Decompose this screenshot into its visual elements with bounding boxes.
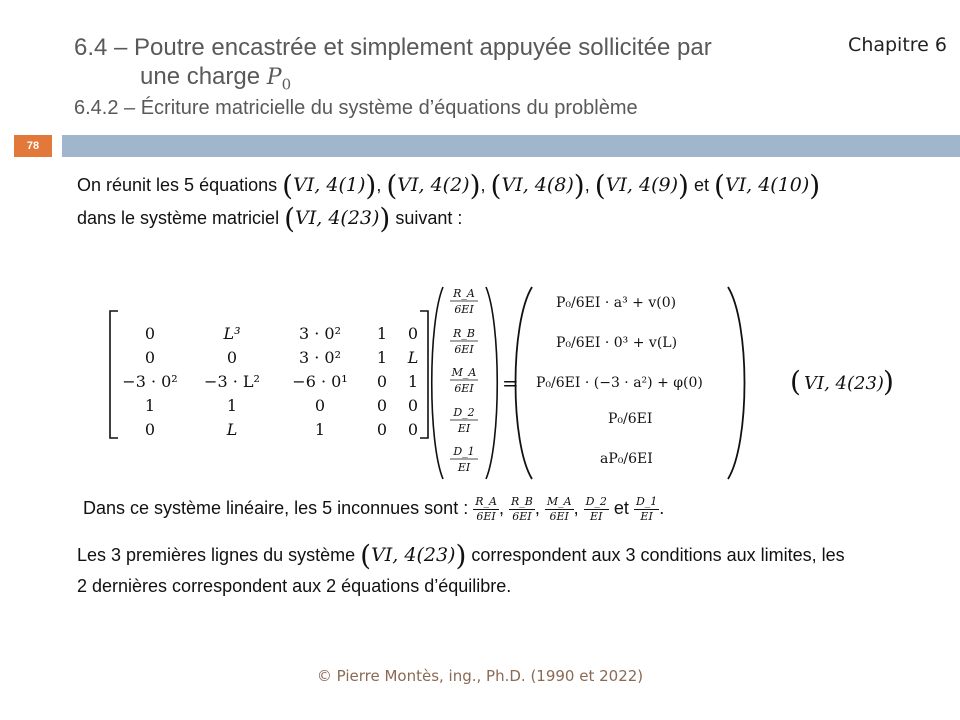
paren-open: ( [282,169,294,202]
coefficient-matrix [122,324,418,439]
fraction-numerator: D_2 [585,494,607,508]
paren-close: ) [365,169,377,202]
and-word: et [688,175,714,195]
matrix-cell: −3 · 0² [122,372,178,391]
rhs-vector [536,295,703,467]
unknown-fraction [634,495,659,524]
unknown-fraction [509,495,535,524]
unknown-numerator: R_A [453,287,475,300]
matrix-cell: 0 [407,396,419,415]
matrix-cell: 1 [226,396,238,415]
paren-close: ) [573,169,585,202]
vector-left-paren [432,287,443,479]
matrix-equation [100,283,920,483]
intro-text-1: On réunit les 5 équations [77,175,283,195]
unknown-numerator: D_1 [453,445,475,458]
matrix-cell: 0 [376,420,388,439]
page-number: 78 [14,135,52,157]
conclusion-text-1: Les 3 premières lignes du système [77,545,361,565]
matrix-cell: 3 · 0² [298,324,342,343]
unknown-numerator: M_A [451,366,477,379]
intro-text-3: suivant : [390,208,463,228]
copyright-footer: © Pierre Montès, ing., Ph.D. (1990 et 2022) [316,667,644,685]
matrix-cell: 1 [376,348,388,367]
matrix-cell: −3 · L² [204,372,260,391]
fraction-numerator: D_1 [635,494,658,508]
rhs-entry: P₀/6EI [608,411,653,427]
separator: , [584,175,595,195]
equation-ref-2: VI, 4(2) [397,174,470,196]
fraction-denominator: EI [640,509,653,523]
equation-ref-5: VI, 4(10) [724,174,810,196]
matrix-cell: 0 [376,372,388,391]
matrix-ref: VI, 4(23) [295,207,380,229]
slide-title [74,33,712,99]
rhs-entry: aP₀/6EI [600,451,653,467]
unknown-denominator: EI [457,422,471,435]
title-symbol-letter: P [266,65,282,90]
matrix-cell: −6 · 0¹ [292,372,348,391]
matrix-cell: 1 [407,372,419,391]
unknown-numerator: D_2 [453,406,475,419]
equation-ref-4: VI, 4(9) [605,174,678,196]
period: . [659,498,665,518]
unknown-denominator: EI [457,461,471,474]
matrix-cell: 0 [407,420,419,439]
matrix-cell: 0 [144,324,156,343]
rhs-entry: P₀/6EI · a³ + v(0) [556,295,677,311]
fraction-numerator: R_A [475,494,497,508]
fraction-denominator: 6EI [549,509,569,523]
vector-right-paren [486,287,497,479]
intro-text-2: dans le système matriciel [77,208,285,228]
separator: , [480,175,491,195]
matrix-cell: L [226,420,238,439]
title-symbol-sub: 0 [281,75,292,94]
matrix-cell: 1 [144,396,156,415]
fraction-denominator: EI [590,509,603,523]
intro-line-1 [77,171,820,200]
unknown-fraction [473,495,499,524]
fraction-numerator: M_A [546,494,572,508]
unknown-fraction [545,495,574,524]
paren-close: ) [469,169,481,202]
paren-close: ) [678,169,689,202]
unknown-fraction [584,495,609,524]
matrix-cell: L³ [223,324,241,343]
matrix-cell: 3 · 0² [298,348,342,367]
equals-sign: = [502,371,519,395]
title-line-2-text: une charge [140,63,267,90]
equation-ref-3: VI, 4(8) [501,174,574,196]
paren-close: ) [379,202,391,235]
unknown-numerator: R_B [453,327,475,340]
unknown-vector [450,287,478,474]
paren-close: ) [455,539,467,572]
paren-open: ( [490,169,502,202]
conclusion-line-2: 2 dernières correspondent aux 2 équations d’équilibre. [77,576,512,596]
intro-line-2 [77,204,462,233]
label-paren-open: ( [790,365,801,398]
rhs-right-paren [728,287,745,479]
conclusion-text-2: correspondent aux 3 conditions aux limites, les [466,545,845,565]
unknowns-sentence: Dans ce système linéaire, les 5 inconnues sont : $\frac{R\_A}{6EI}$ , $\frac{R\_B}{6EI}$ , $\frac{M\_A}{6EI}$ , $\frac{D\_2}{EI}$ et $\frac{D\_1}{EI}$ . [83,494,665,523]
matrix-cell: L [407,348,419,367]
equation-ref-1: VI, 4(1) [293,174,366,196]
matrix-cell: 1 [376,324,388,343]
slide-subtitle: 6.4.2 – Écriture matricielle du système d’équations du problème [74,97,638,119]
label-paren-close: ) [883,365,894,398]
matrix-cell: 0 [144,420,156,439]
fraction-numerator: R_B [510,494,533,508]
title-line-1: 6.4 – Poutre encastrée et simplement appuyée sollicitée par [74,34,712,61]
rhs-entry: P₀/6EI · (−3 · a²) + φ(0) [536,375,703,391]
matrix-cell: 0 [144,348,156,367]
conclusion-line-1 [77,541,845,570]
header-divider-bar [62,135,960,157]
paren-open: ( [713,169,725,202]
paren-close: ) [809,169,821,202]
title-symbol [266,65,292,94]
matrix-cell: 0 [226,348,238,367]
unknown-denominator: 6EI [454,303,474,316]
conclusion-ref: VI, 4(23) [371,544,456,566]
chapter-label: Chapitre 6 [848,34,947,56]
unknowns-text: Dans ce système linéaire, les 5 inconnues sont : [83,498,474,518]
title-line-2 [74,62,712,99]
matrix-left-bracket [110,311,118,438]
fraction-denominator: 6EI [476,509,496,523]
matrix-right-bracket [420,311,428,438]
separator: , [376,175,387,195]
paren-open: ( [594,169,606,202]
rhs-entry: P₀/6EI · 0³ + v(L) [556,335,678,351]
paren-open: ( [284,202,296,235]
matrix-cell: 0 [407,324,419,343]
paren-open: ( [386,169,398,202]
paren-open: ( [360,539,372,572]
and-word: et [613,498,629,518]
unknown-denominator: 6EI [454,382,474,395]
matrix-cell: 0 [314,396,326,415]
fraction-denominator: 6EI [512,509,532,523]
unknown-denominator: 6EI [454,343,474,356]
matrix-cell: 1 [314,420,326,439]
matrix-cell: 0 [376,396,388,415]
equation-label: VI, 4(23) [804,373,884,394]
